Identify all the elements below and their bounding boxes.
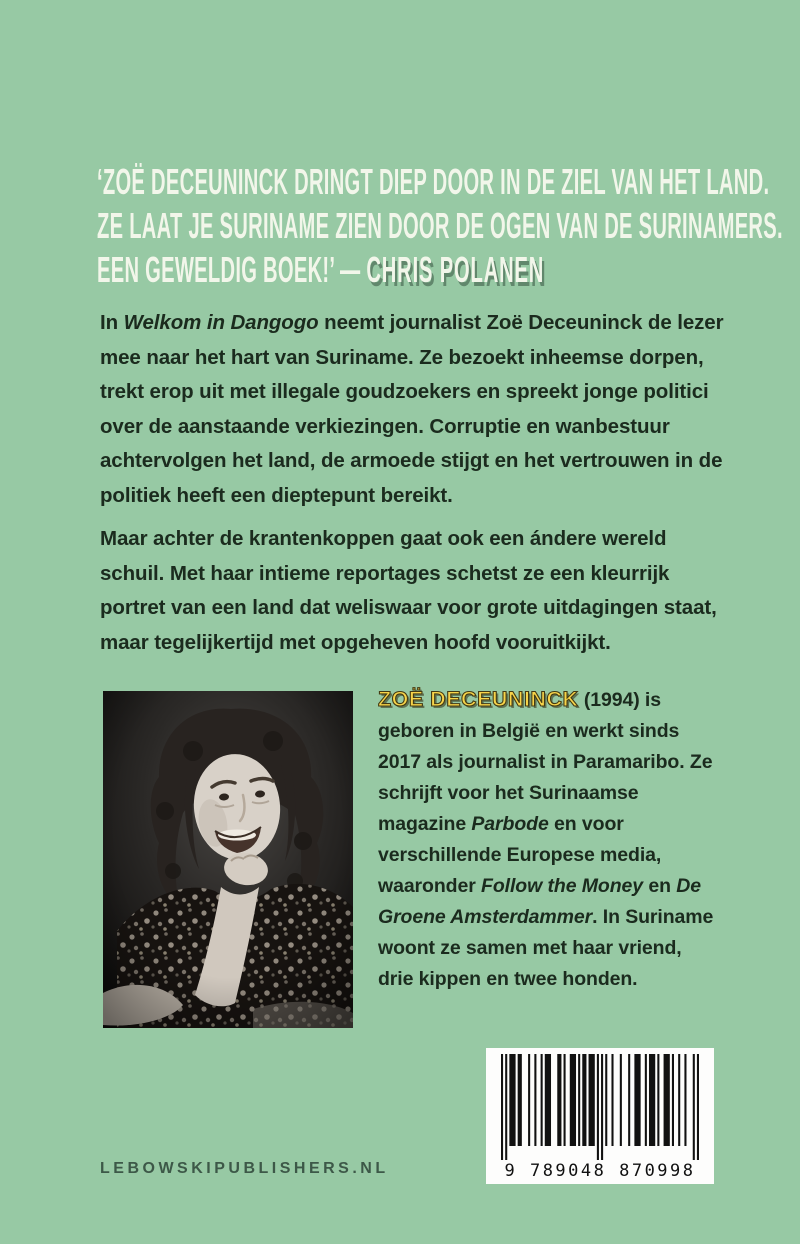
isbn-number: 9 789048 870998 xyxy=(504,1161,696,1181)
isbn-barcode xyxy=(486,1048,714,1184)
author-bio: ZOË DECEUNINCK (1994) is geboren in België en werkt sinds 2017 als journalist in Paramaribo. Ze schrijft voor het Surinaamse magazine Parbode en voor verschillende Europese media, waaronder Follow the Money en De Groene Amsterdammer. In Suriname woont ze samen met haar vriend, drie kippen en twee honden. xyxy=(378,687,714,990)
quote-line-1: ‘ZOË DECEUNINCK DRINGT DIEP DOOR IN DE ZIEL VAN HET LAND. xyxy=(97,161,770,202)
author-portrait-illustration xyxy=(103,691,353,1028)
publisher-url: LEBOWSKIPUBLISHERS.NL xyxy=(100,1160,389,1177)
quote-line-3-attribution: EEN GEWELDIG BOEK!’ — CHRIS POLANEN xyxy=(97,249,545,290)
quote-line-2: ZE LAAT JE SURINAME ZIEN DOOR DE OGEN VAN DE SURINAMERS. xyxy=(97,205,783,246)
endorsement-quote xyxy=(97,160,800,292)
author-photo xyxy=(103,691,353,1028)
barcode-bars xyxy=(487,1048,713,1166)
blurb-paragraph-1: In Welkom in Dangogo neemt journalist Zoë Deceuninck de lezer mee naar het hart van Suriname. Ze bezoekt inheemse dorpen, trekt erop uit met illegale goudzoekers en spreekt jonge politici over de aanstaande verkiezingen. Corruptie en wanbestuur achtervolgen het land, de armoede stijgt en het vertrouwen in de politiek heeft een dieptepunt bereikt. xyxy=(100,311,724,507)
blurb-paragraph-2: Maar achter de krantenkoppen gaat ook een ándere wereld schuil. Met haar intieme reportages schetst ze een kleurrijk portret van een land dat weliswaar voor grote uitdagingen staat, maar tegelijkertijd met opgeheven hoofd vooruitkijkt. xyxy=(100,527,717,654)
